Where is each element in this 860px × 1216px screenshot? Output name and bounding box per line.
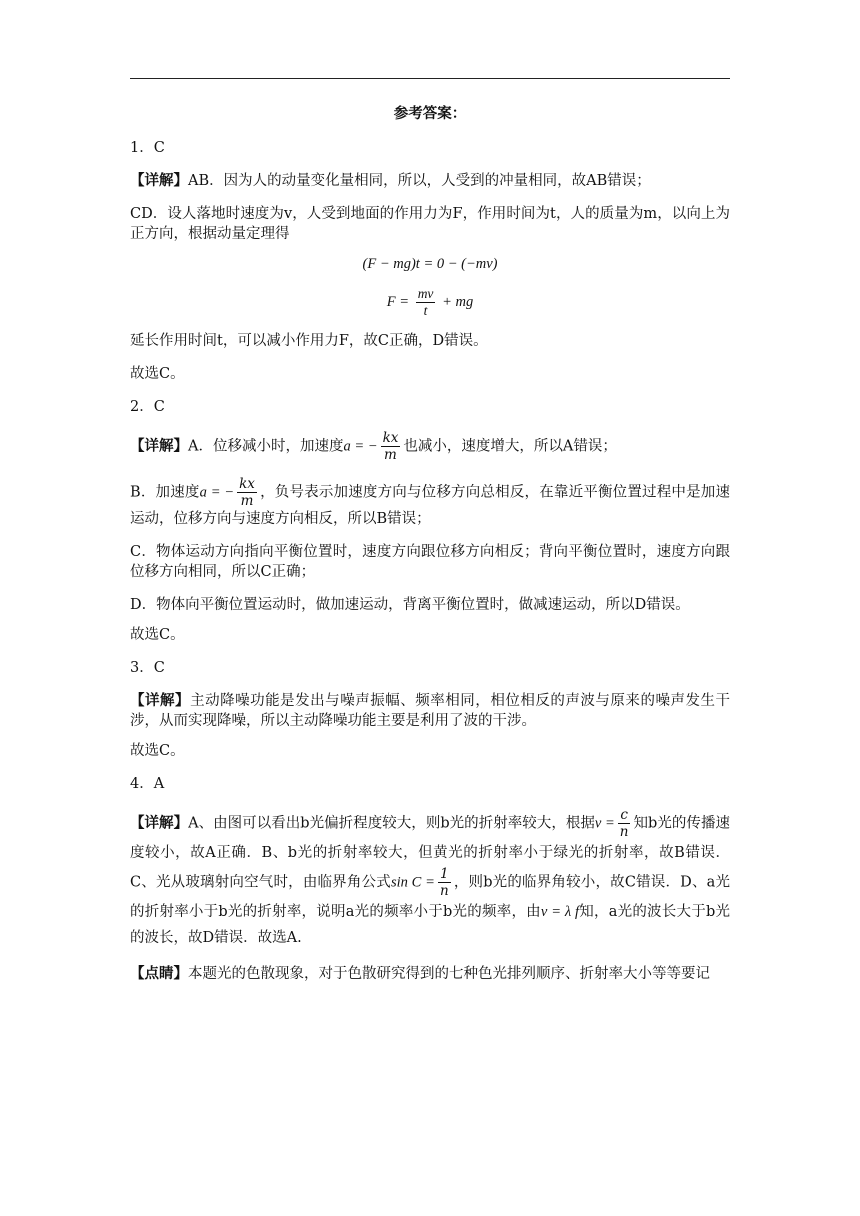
q2-b-post: ，负号表示加速度方向与位移方向总相反，在靠近平衡位置过程中是加速运动，位移方向与速度方向相反，所以B错误；: [130, 484, 731, 527]
q1-p1: AB．因为人的动量变化量相同，所以，人受到的冲量相同，故AB错误；: [188, 173, 651, 189]
q2-a-den: m: [384, 447, 397, 463]
header-rule: [130, 78, 730, 79]
q4-note: [130, 964, 730, 984]
q3-tag: 【详解】: [130, 693, 191, 709]
q4-explain: [130, 807, 730, 951]
q4-s5: 本题光的色散现象，对于色散研究得到的七种色光排列顺序、折射率大小等等要记: [188, 966, 710, 982]
q2-b-den: m: [240, 493, 254, 509]
q3-answer: 3．C: [130, 660, 165, 676]
q4-s1: A、由图可以看出b光偏折程度较大，则b光的折射率较大，根据: [188, 815, 595, 832]
q1-eq2-den: t: [423, 303, 428, 318]
q2-answer: 2．C: [130, 399, 165, 415]
q3-end: 故选C。: [130, 743, 185, 759]
q1-tag: 【详解】: [130, 173, 188, 189]
q2-b-fraction: [237, 476, 257, 509]
q2-option-a: [130, 430, 730, 463]
answer-page: [130, 104, 730, 997]
q1-equation-1: (F − mg)t = 0 − (−mv): [362, 256, 498, 272]
q4-s4: 知，a光的波长大于b光的波长，故D错误．故选A.: [130, 904, 730, 946]
q2-b-pre: B．加速度: [130, 484, 200, 501]
q4-s3: ，则b光的临界角较小，故C错误．D、a光的折射率小于b光的折射率，说明a光的频率小于b光的频率，由: [130, 874, 730, 920]
q1-end: 故选C。: [130, 366, 185, 382]
q3-p1: 主动降噪功能是发出与噪声振幅、频率相同，相位相反的声波与原来的噪声发生干涉，从而实现降噪，所以主动降噪功能主要是利用了波的干涉。: [130, 693, 731, 729]
q4-sin-eq: sin C =: [390, 874, 435, 891]
q4-sin-num: 1: [439, 866, 449, 882]
q1-eq2-lhs: F =: [386, 293, 410, 310]
q4-v-eq: v =: [594, 815, 615, 832]
q2-b-eq: a = −: [199, 484, 235, 501]
q2-option-b: [130, 476, 730, 529]
q1-equation-2: [130, 286, 730, 319]
q4-tag: 【详解】: [130, 815, 189, 832]
page-title: 参考答案：: [393, 106, 467, 122]
q4-s2: 知b光的传播速度较小，故A正确．B、b光的折射率较大，但黄光的折射率小于绿光的折射率，故B错误．C、光从玻璃射向空气时，由临界角公式: [130, 815, 730, 891]
q4-note-tag: 【点睛】: [130, 966, 188, 982]
q2-b-num: kx: [239, 476, 255, 492]
q2-a-pre: A．位移减小时，加速度: [188, 438, 344, 455]
q2-end: 故选C。: [130, 627, 185, 643]
q1-p3: 延长作用时间t，可以减小作用力F，故C正确，D错误。: [130, 333, 488, 349]
q4-v-fraction: [618, 807, 631, 840]
q1-p2: CD．设人落地时速度为v，人受到地面的作用力为F，作用时间为t，人的质量为m，以向上为正方向，根据动量定理得: [130, 206, 730, 242]
q2-a-num: kx: [382, 430, 399, 446]
q2-a-fraction: [381, 430, 401, 463]
q4-sin-fraction: [438, 866, 451, 899]
q1-answer: 1．C: [130, 140, 165, 156]
q4-v-num: c: [620, 807, 628, 823]
q1-explain-ab: [130, 171, 730, 191]
q4-sin-den: n: [439, 883, 449, 899]
q1-eq2-fraction: [416, 286, 436, 319]
q2-a-post: 也减小，速度增大，所以A错误；: [403, 438, 617, 455]
q1-eq2-num: mv: [417, 286, 434, 301]
q2-option-c: C．物体运动方向指向平衡位置时，速度方向跟位移方向相反；背向平衡位置时，速度方向跟位移方向相同，所以C正确；: [130, 544, 730, 580]
q2-option-d: D．物体向平衡位置运动时，做加速运动，背离平衡位置时，做减速运动，所以D错误。: [130, 597, 690, 613]
q2-a-eq: a = −: [343, 438, 378, 455]
q4-answer: 4．A: [130, 776, 165, 792]
q1-eq2-rhs: + mg: [442, 293, 474, 310]
q4-v-den: n: [619, 824, 629, 840]
q4-lambda-eq: v = λ f: [540, 904, 580, 920]
q2-tag: 【详解】: [130, 438, 188, 455]
q3-explain: [130, 691, 730, 731]
